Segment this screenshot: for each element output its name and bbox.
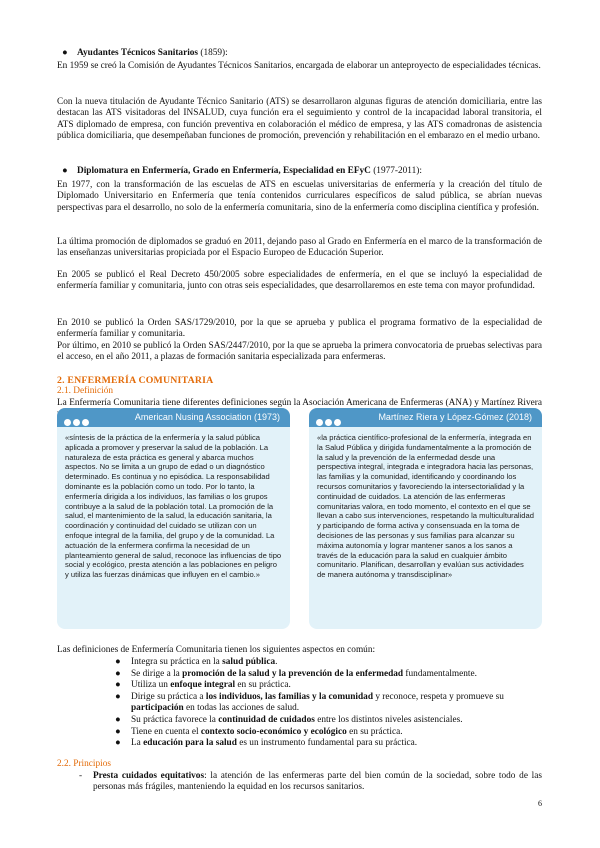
- page-number: 6: [538, 799, 542, 808]
- card-title: Martínez Riera y López-Gómez (2018): [378, 412, 532, 422]
- card-header: [309, 408, 542, 427]
- paragraph: Con la nueva titulación de Ayudante Técnico Sanitario (ATS) se desarrollaron algunas figuras de atención domiciliaria, entre las destacan las ATS visitadoras del INSALUD, cuya función era el seguimiento y control de la incapacidad laboral transitoria, el ATS diplomado de empresa, con función preventiva en colaboración el médico de empresa, y las ATS comadronas de asistencia pública domiciliaria, que desempeñaban funciones de promoción, prevención y rehabilitación en el embarazo en el medio urbano.: [57, 97, 542, 142]
- bullet-icon: ●: [115, 680, 121, 691]
- card-text: «la práctica científico-profesional de la enfermería, integrada en la Salud Pública y dirigida fundamentalmente a la promoción de la salud y la prevención de la enfermedad desde una perspectiva integral, integrada e integradora hacia las personas, las familias y la comunidad, identificando y coordinando los recursos comunitarios y favoreciendo la intersectorialidad y la continuidad de cuidados. La atención de las enfermeras comunitarias valora, en todo momento, el contexto en el que se llevan a cabo sus intervenciones, respetando la multiculturalidad y participando de forma activa y consensuada en la toma de decisiones de las personas y sus familias para alcanzar su máxima autonomía y lograr mantener sanos a los sanos a través de la educación para la salud en cualquier ámbito comunitario. Planifican, desarrollan y evalúan sus actividades de manera autónoma y transdisciplinar»: [317, 433, 534, 580]
- heading-ats: [62, 48, 228, 59]
- principle-text: : la atención de las enfermeras parte del bien común de la sociedad, sobre todo de las personas más frágiles, manteniendo la equidad en los recursos sanitarios.: [93, 771, 542, 793]
- subsection-title: 2.2. Principios: [57, 759, 111, 769]
- definition-card-ana: [57, 408, 290, 629]
- card-title: American Nusing Association (1973): [134, 412, 280, 422]
- bullet-icon: ●: [62, 48, 68, 58]
- list-item: ● Dirige su práctica a los individuos, las familias y la comunidad y reconoce, respeta y promueve su participación en todas las acciones de salud.: [115, 691, 504, 714]
- list-item: ● Tiene en cuenta el contexto socio-económico y ecológico en su práctica.: [115, 726, 403, 737]
- list-item: ● Utiliza un enfoque integral en su práctica.: [115, 680, 291, 691]
- bullet-icon: ●: [62, 166, 68, 176]
- paragraph: En 2010 se publicó la Orden SAS/1729/2010, por la que se aprueba y publica el programa formativo de la especialidad de enfermería familiar y comunitaria.: [57, 318, 542, 340]
- paragraph: Las definiciones de Enfermería Comunitaria tienen los siguientes aspectos en común:: [57, 645, 376, 655]
- bullet-icon: ●: [115, 668, 121, 679]
- list-item: ● Integra su práctica en la salud pública.: [115, 657, 278, 667]
- card-text: «síntesis de la práctica de la enfermería y la salud pública aplicada a promover y preservar la salud de la población. La naturaleza de esta práctica es general y abarca muchos aspectos. No se limita a un grupo de edad o un diagnóstico determinado. Es continua y no episódica. La responsabilidad dominante es la población como un todo. Por lo tanto, la enfermería dirigida a los individuos, las familias o los grupos contribuye a la salud de la población total. La promoción de la salud, el mantenimiento de la salud, la educación sanitaria, la coordinación y continuidad del cuidado se utilizan con un enfoque integral de la familia, del grupo y de la comunidad. La actuación de la enfermera confirma la necesidad de un planteamiento general de salud, reconoce las influencias de tipo social y ecológico, presta atención a las poblaciones en peligro y utiliza las fuerzas dinámicas que influyen en el cambio.»: [65, 433, 282, 580]
- heading-ats-years: (1859):: [198, 48, 228, 58]
- paragraph: Por último, en 2010 se publicó la Orden SAS/2447/2010, por la que se aprueba la primera convocatoria de pruebas selectivas para el acceso, en el año 2011, a plazas de formación sanitaria especializada para enfermeras.: [57, 341, 542, 363]
- subsection-title: 2.1. Definición: [57, 386, 114, 396]
- dash-icon: -: [79, 771, 83, 781]
- section-title: 2. ENFERMERÍA COMUNITARIA: [57, 375, 214, 386]
- paragraph: La última promoción de diplomados se graduó en 2011, dejando paso al Grado en Enfermería en el marco de la transformación de las enseñanzas universitarias propiciada por el Espacio Europeo de Educación Superior.: [57, 237, 542, 259]
- card-header: [57, 408, 290, 427]
- bullet-icon: ●: [115, 691, 121, 702]
- list-item: ● Su práctica favorece la continuidad de cuidados entre los distintos niveles asistenciales.: [115, 714, 463, 725]
- definition-card-martinez: [309, 408, 542, 629]
- bullet-icon: ●: [115, 714, 121, 725]
- paragraph: En 1959 se creó la Comisión de Ayudantes Técnicos Sanitarios, encargada de elaborar un anteproyecto de especialidades técnicas.: [57, 61, 541, 71]
- paragraph: En 2005 se publicó el Real Decreto 450/2005 sobre especialidades de enfermería, en el que se incluyó la especialidad de enfermería familiar y comunitaria, junto con otras seis especialidades, que desarrollaremos en este tema con mayor profundidad.: [57, 270, 542, 292]
- bullet-icon: ●: [115, 738, 121, 749]
- paragraph: La Enfermería Comunitaria tiene diferentes definiciones según la Asociación Americana de Enfermeras (ANA) y Martínez Rivera: [57, 398, 542, 408]
- principle-item: [79, 771, 542, 794]
- heading-diplomatura: [62, 166, 422, 177]
- principle-title: Presta cuidados equitativos: [93, 771, 205, 781]
- list-item: ● La educación para la salud es un instrumento fundamental para su práctica.: [115, 738, 418, 749]
- bullet-icon: ●: [115, 657, 121, 667]
- aspects-list: [115, 657, 545, 750]
- heading-diplomatura-bold: Diplomatura en Enfermería, Grado en Enfermería, Especialidad en EFyC: [77, 166, 371, 176]
- paragraph: En 1977, con la transformación de las escuelas de ATS en escuelas universitarias de enfermería y la creación del título de Diplomado Universitario en Enfermería que tenía contenidos curriculares específicos de salud pública, se abrían nuevas perspectivas para el desarrollo, no solo de la enfermería comunitaria, sino de la enfermería como disciplina científica y profesión.: [57, 180, 542, 213]
- dots-icon: [64, 414, 91, 433]
- list-item: ● Se dirige a la promoción de la salud y la prevención de la enfermedad fundamentalmente.: [115, 668, 477, 679]
- dots-icon: [316, 414, 343, 433]
- bullet-icon: ●: [115, 726, 121, 737]
- heading-ats-bold: Ayudantes Técnicos Sanitarios: [77, 48, 199, 58]
- heading-diplomatura-years: (1977-2011):: [370, 166, 422, 176]
